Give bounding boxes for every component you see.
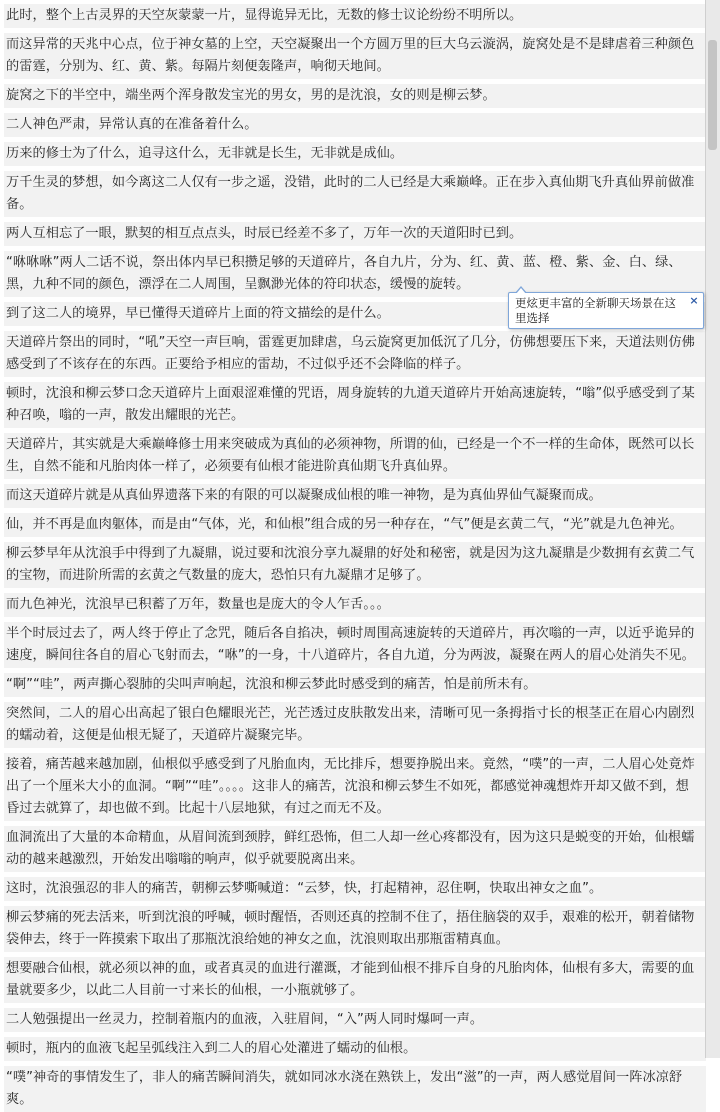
article-paragraph: 顿时，沈浪和柳云梦口念天道碎片上面艰涩难懂的咒语，周身旋转的九道天道碎片开始高速旋转，“嗡”似乎感受到了某种召唤，嗡的一声，散发出耀眼的光芒。 — [4, 382, 706, 428]
article-paragraph: 到了这二人的境界，早已懂得天道碎片上面的符文描绘的是什么。 — [4, 302, 706, 326]
article-paragraph: 顿时，瓶内的血液飞起呈弧线注入到二人的眉心处灌进了蠕动的仙根。 — [4, 1037, 706, 1061]
article-paragraph: 二人神色严肃，异常认真的在准备着什么。 — [4, 113, 706, 137]
tooltip-pointer — [515, 286, 527, 293]
close-icon[interactable]: × — [689, 294, 699, 307]
article-paragraph: “咻咻咻”两人二话不说，祭出体内早已积攒足够的天道碎片，各自九片，分为、红、黄、蓝、橙、紫、金、白、绿、黑，九种不同的颜色，漂浮在二人周围，呈飘渺光体的符印状态，缓慢的旋转。 — [4, 251, 706, 297]
scrollbar-thumb[interactable] — [708, 40, 717, 150]
chat-scene-tooltip — [508, 292, 704, 329]
article-paragraph: 万千生灵的梦想，如今离这二人仅有一步之遥，没错，此时的二人已经是大乘巅峰。正在步入真仙期飞升真仙界前做准备。 — [4, 171, 706, 217]
article-paragraph: 而这异常的天兆中心点，位于神女墓的上空，天空凝聚出一个方圆万里的巨大乌云漩涡，旋窝处是不是肆虐着三种颜色的雷霆，分别为、红、黄、紫。每隔片刻便轰隆声，响彻天地间。 — [4, 33, 706, 79]
article-paragraph: 想要融合仙根，就必须以神的血，或者真灵的血进行灌溉，才能到仙根不排斥自身的凡胎肉体，仙根有多大，需要的血量就要多少，以此二人目前一寸来长的仙根，一小瓶就够了。 — [4, 957, 706, 1003]
article-paragraph: 半个时辰过去了，两人终于停止了念咒，随后各自掐决，顿时周围高速旋转的天道碎片，再次嗡的一声，以近乎诡异的速度，瞬间往各自的眉心飞射而去，“咻”的一身，十八道碎片，各自九道，分为两波，凝聚在两人的眉心处消失不见。 — [4, 622, 706, 668]
article-paragraph: 旋窝之下的半空中，端坐两个浑身散发宝光的男女，男的是沈浪，女的则是柳云梦。 — [4, 84, 706, 108]
article-paragraph: 接着，痛苦越来越加剧，仙根似乎感受到了凡胎血肉，无比排斥，想要挣脱出来。竟然，“噗”的一声，二人眉心处竟炸出了一个厘米大小的血洞。“啊”“哇”。。。。这非人的痛苦，沈浪和柳云梦生不如死，都感觉神魂想炸开却又做不到，想昏过去就算了，却也做不到。比起十八层地狱，有过之而无不及。 — [4, 753, 706, 821]
article-paragraph: 天道碎片，其实就是大乘巅峰修士用来突破成为真仙的必须神物，所谓的仙，已经是一个不一样的生命体，既然可以长生，自然不能和凡胎肉体一样了，必须要有仙根才能进阶真仙期飞升真仙界。 — [4, 433, 706, 479]
article-paragraph: 柳云梦痛的死去活来，听到沈浪的呼喊，顿时醒悟，否则还真的控制不住了，捂住脑袋的双手，艰难的松开，朝着储物袋伸去，终于一阵摸索下取出了那瓶沈浪给她的神女之血，沈浪则取出那瓶雷精真血。 — [4, 906, 706, 952]
article-paragraph: 而九色神光，沈浪早已积蓄了万年，数量也是庞大的令人乍舌。。。 — [4, 593, 706, 617]
tooltip-text: 更炫更丰富的全新聊天场景在这里选择 — [515, 296, 676, 325]
article-paragraph: 此时，整个上古灵界的天空灰蒙蒙一片，显得诡异无比，无数的修士议论纷纷不明所以。 — [4, 4, 706, 28]
article-paragraph: “啊”“哇”，两声撕心裂肺的尖叫声响起，沈浪和柳云梦此时感受到的痛苦，怕是前所未有。 — [4, 673, 706, 697]
article-paragraph: 这时，沈浪强忍的非人的痛苦，朝柳云梦嘶喊道：“云梦，快，打起精神，忍住啊，快取出神女之血”。 — [4, 877, 706, 901]
article-paragraph: 血洞流出了大量的本命精血，从眉间流到颈脖，鲜红恐怖，但二人却一丝心疼都没有，因为这只是蜕变的开始，仙根蠕动的越来越激烈，开始发出嗡嗡的响声，似乎就要脱离出来。 — [4, 826, 706, 872]
article-paragraph: 仙，并不再是血肉躯体，而是由“气体，光，和仙根”组合成的另一种存在，“气”便是玄黄二气，“光”就是九色神光。 — [4, 513, 706, 537]
article-paragraph: 而这天道碎片就是从真仙界遗落下来的有限的可以凝聚成仙根的唯一神物，是为真仙界仙气凝聚而成。 — [4, 484, 706, 508]
article-paragraph: “噗”神奇的事情发生了，非人的痛苦瞬间消失，就如同冰水浇在熟铁上，发出“滋”的一声，两人感觉眉间一阵冰凉舒爽。 — [4, 1066, 706, 1112]
article-paragraph: 两人互相忘了一眼，默契的相互点点头，时辰已经差不多了，万年一次的天道阳时已到。 — [4, 222, 706, 246]
article-paragraph: 历来的修士为了什么，追寻这什么，无非就是长生，无非就是成仙。 — [4, 142, 706, 166]
article-paragraph: 突然间，二人的眉心出高起了银白色耀眼光芒，光芒透过皮肤散发出来，清晰可见一条拇指寸长的根茎正在眉心内剧烈的蠕动着，这便是仙根无疑了，天道碎片凝聚完毕。 — [4, 702, 706, 748]
article-paragraph: 柳云梦早年从沈浪手中得到了九凝鼎，说过要和沈浪分享九凝鼎的好处和秘密，就是因为这九凝鼎是少数拥有玄黄二气的宝物，而进阶所需的玄黄之气数量的庞大，恐怕只有九凝鼎才足够了。 — [4, 542, 706, 588]
vertical-scrollbar[interactable] — [705, 0, 720, 1058]
article-paragraph: 天道碎片祭出的同时，“吼”天空一声巨响，雷霆更加肆虐，乌云旋窝更加低沉了几分，仿佛想要压下来，天道法则仿佛感受到了不该存在的东西。正要给予相应的雷劫，不过似乎还不会降临的样子。 — [4, 331, 706, 377]
article-paragraph: 二人勉强提出一丝灵力，控制着瓶内的血液，入驻眉间，“入”两人同时爆呵一声。 — [4, 1008, 706, 1032]
